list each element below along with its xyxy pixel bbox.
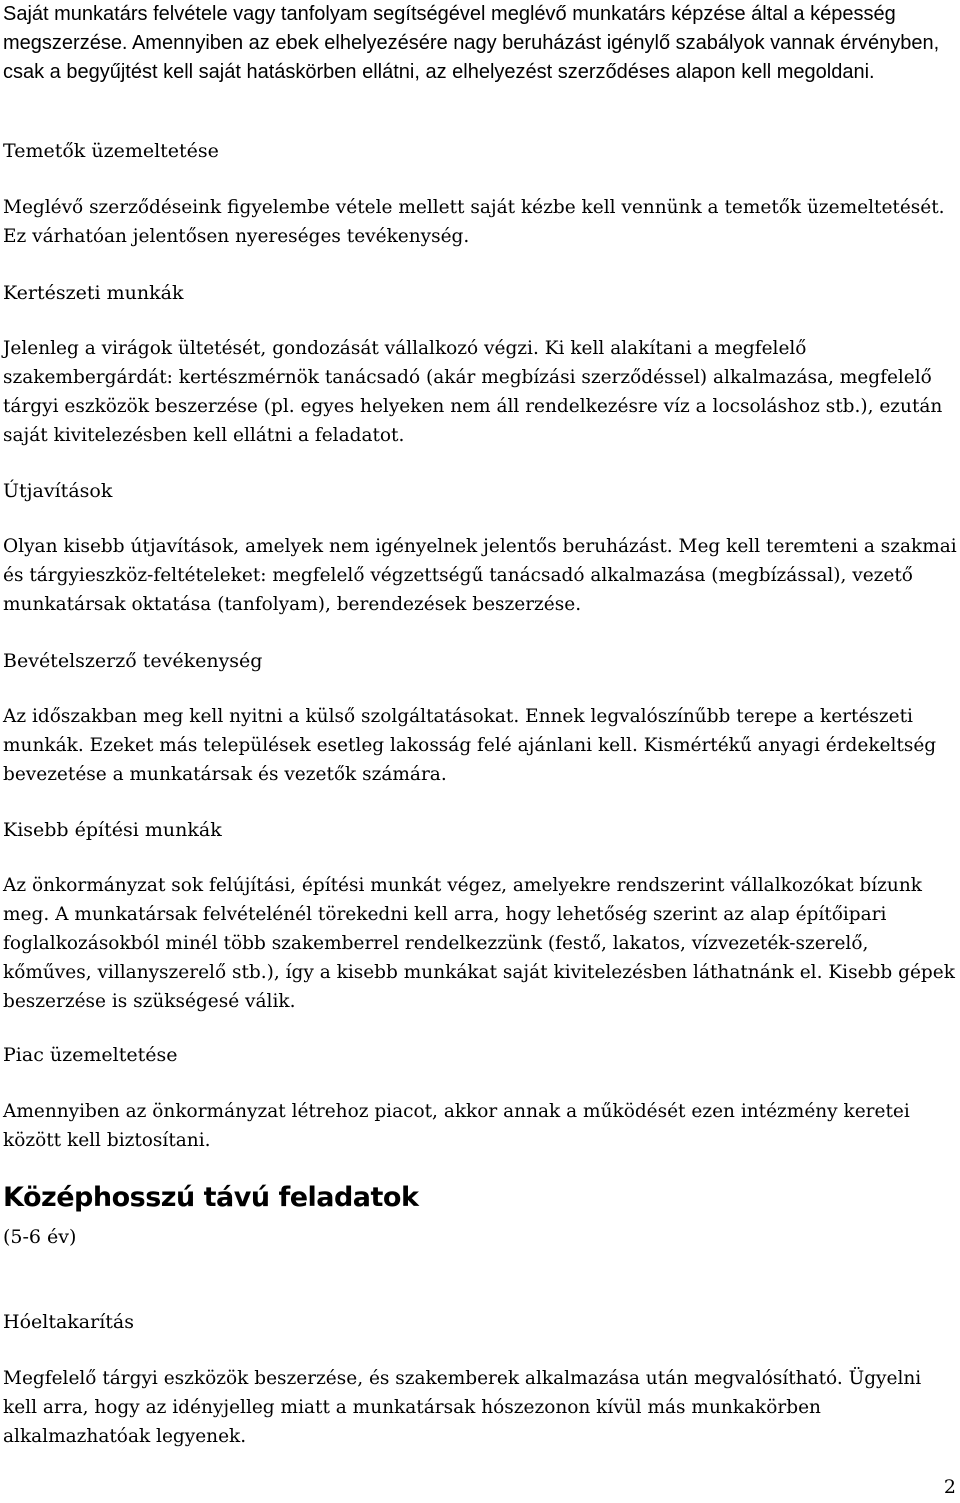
section-body-gardening: Jelenleg a virágok ültetését, gondozását vállalkozó végzi. Ki kell alakítani a megfelelő szakembergárdát: kertészmérnök tanácsadó (akár megbízási szerződéssel) alkalmazása, megfelelő tárgyi eszközök beszerzése (pl. egyes helyeken nem áll rendelkezésre víz a locsoláshoz stb.), ezután saját kivitelezésben kell ellátni a feladatot. xyxy=(3,338,943,446)
section-heading-snow: Hóeltakarítás xyxy=(3,1311,135,1333)
page-number: 2 xyxy=(943,1476,956,1498)
medium-term-subtitle: (5-6 év) xyxy=(3,1226,77,1248)
section-body-construction: Az önkormányzat sok felújítási, építési munkát végez, amelyekre rendszerint vállalkozókat bízunk meg. A munkatársak felvételénél törekedni kell arra, hogy lehetőség szerint az alap építőipari foglalkozásokból minél több szakemberrel rendelkezzünk (festő, lakatos, vízvezeték-szerelő, kőműves, villanyszerelő stb.), így a kisebb munkákat saját kivitelezésben láthatnánk el. Kisebb gépek beszerzése is szükségesé válik. xyxy=(3,875,955,1012)
section-body-revenue: Az időszakban meg kell nyitni a külső szolgáltatásokat. Ennek legvalószínűbb terepe a kertészeti munkák. Ezeket más települések esetleg lakosság felé ajánlani kell. Kismértékű anyagi érdekeltség bevezetése a munkatársak és vezetők számára. xyxy=(3,706,937,785)
section-heading-cemeteries: Temetők üzemeltetése xyxy=(3,140,219,162)
section-heading-construction: Kisebb építési munkák xyxy=(3,819,222,841)
intro-paragraph: Saját munkatárs felvétele vagy tanfolyam segítségével meglévő munkatárs képzése által a képesség megszerzése. Amennyiben az ebek elhelyezésére nagy beruházást igénylő szabályok vannak érvényben, csak a begyűjtést kell saját hatáskörben ellátni, az elhelyezést szerződéses alapon kell megoldani. xyxy=(3,3,940,83)
section-heading-gardening: Kertészeti munkák xyxy=(3,282,184,304)
section-heading-revenue: Bevételszerző tevékenység xyxy=(3,650,263,672)
section-heading-market: Piac üzemeltetése xyxy=(3,1044,178,1066)
section-body-market: Amennyiben az önkormányzat létrehoz piacot, akkor annak a működését ezen intézmény keretei között kell biztosítani. xyxy=(3,1101,910,1151)
section-body-cemeteries: Meglévő szerződéseink figyelembe vétele mellett saját kézbe kell vennünk a temetők üzemeltetését. Ez várhatóan jelentősen nyereséges tevékenység. xyxy=(3,197,945,247)
section-body-snow: Megfelelő tárgyi eszközök beszerzése, és szakemberek alkalmazása után megvalósítható. Ügyelni kell arra, hogy az idényjelleg miatt a munkatársak hószezonon kívül más munkakörben alkalmazhatóak legyenek. xyxy=(3,1368,922,1447)
section-heading-road-repairs: Útjavítások xyxy=(3,480,113,502)
medium-term-title: Középhosszú távú feladatok xyxy=(3,1182,419,1213)
section-body-road-repairs: Olyan kisebb útjavítások, amelyek nem igényelnek jelentős beruházást. Meg kell teremteni a szakmai és tárgyieszköz-feltételeket: megfelelő végzettségű tanácsadó alkalmazása (megbízással), vezető munkatársak oktatása (tanfolyam), berendezések beszerzése. xyxy=(3,536,957,615)
